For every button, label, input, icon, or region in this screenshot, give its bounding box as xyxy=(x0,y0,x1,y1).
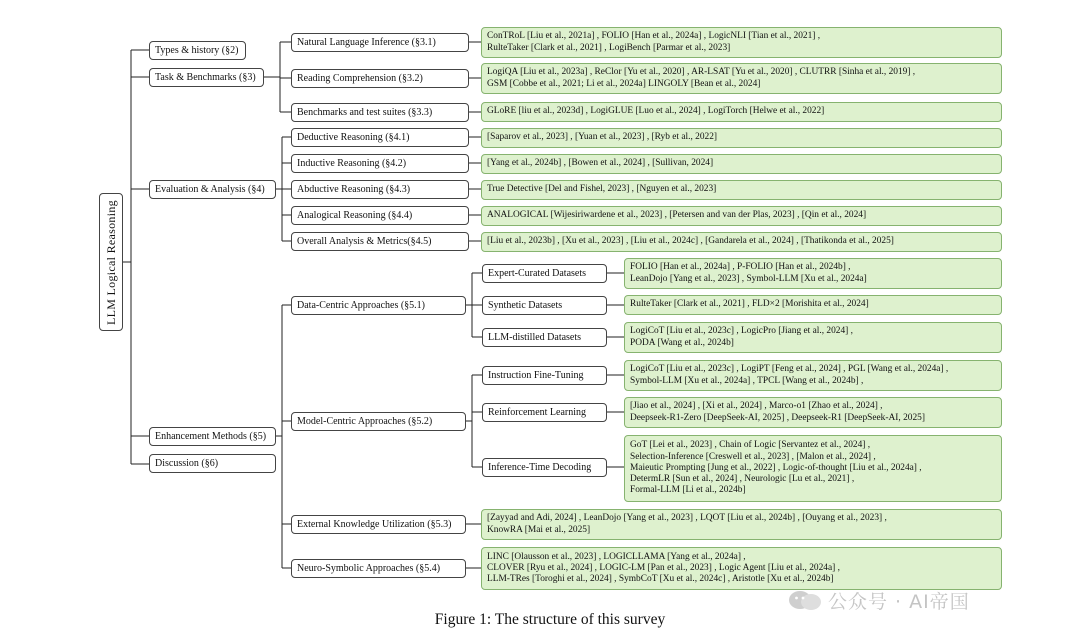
sub-rc xyxy=(291,69,469,88)
leaf-line: GSM [Cobbe et al., 2021; Li et al., 2024a] LINGOLY [Bean et al., 2024] xyxy=(487,78,761,89)
sub-ind-label: Inductive Reasoning (§4.2) xyxy=(297,157,407,169)
leaf-line: PODA [Wang et al., 2024b] xyxy=(630,337,734,348)
leaf-line: LeanDojo [Yang et al., 2023] , Symbol-LLM [Xu et al., 2024a] xyxy=(630,273,867,284)
sub-rc-label: Reading Comprehension (§3.2) xyxy=(297,72,423,84)
leaf-line: ConTRoL [Liu et al., 2021a] , FOLIO [Han et al., 2024a] , LogicNLI [Tian et al., 2021] , xyxy=(487,31,821,42)
leaf-line: Formal-LLM [Li et al., 2024b] xyxy=(630,485,746,496)
wechat-logo-icon xyxy=(787,589,823,611)
leaf-rc xyxy=(481,63,1002,94)
leaf-line: Symbol-LLM [Xu et al., 2024a] , TPCL [Wang et al., 2024b] , xyxy=(630,375,864,386)
leaf-line: ANALOGICAL [Wijesiriwardene et al., 2023] , [Petersen and van der Plas, 2023] , [Qin et al., 2024] xyxy=(487,210,867,221)
leaf-line: LogiQA [Liu et al., 2023a] , ReClor [Yu et al., 2020] , AR-LSAT [Yu et al., 2020] , CLUTRR [Sinha et al., 2019] , xyxy=(487,67,916,78)
sub-distill-label: LLM-distilled Datasets xyxy=(488,331,582,343)
leaf-neuro xyxy=(481,547,1002,590)
leaf-line: [Zayyad and Adi, 2024] , LeanDojo [Yang et al., 2023] , LQOT [Liu et al., 2024b] , [Ouyang et al., 2023] , xyxy=(487,513,887,524)
sub-distill xyxy=(482,328,607,347)
section-types-label: Types & history (§2) xyxy=(155,44,239,56)
leaf-line: GLoRE [liu et al., 2023d] , LogiGLUE [Luo et al., 2024] , LogiTorch [Helwe et al., 2022] xyxy=(487,106,825,117)
sub-neuro-label: Neuro-Symbolic Approaches (§5.4) xyxy=(297,562,441,574)
leaf-line: Deepseek-R1-Zero [DeepSeek-AI, 2025] , Deepseek-R1 [DeepSeek-AI, 2025] xyxy=(630,412,925,423)
leaf-ind xyxy=(481,154,1002,174)
sub-abd-label: Abductive Reasoning (§4.3) xyxy=(297,183,411,195)
sub-ift-label: Instruction Fine-Tuning xyxy=(488,369,584,381)
sub-ded xyxy=(291,128,469,147)
sub-nli xyxy=(291,33,469,52)
sub-model-label: Model-Centric Approaches (§5.2) xyxy=(297,415,433,427)
leaf-line: FOLIO [Han et al., 2024a] , P-FOLIO [Han et al., 2024b] , xyxy=(630,262,851,273)
sub-ana xyxy=(291,206,469,225)
section-task-label: Task & Benchmarks (§3) xyxy=(155,71,256,83)
leaf-bench xyxy=(481,102,1002,122)
leaf-line: Maieutic Prompting [Jung et al., 2022] , Logic-of-thought [Liu et al., 2024a] , xyxy=(630,462,922,473)
sub-synth xyxy=(482,296,607,315)
leaf-line: True Detective [Del and Fishel, 2023] , [Nguyen et al., 2023] xyxy=(487,184,717,195)
leaf-distill xyxy=(624,322,1002,353)
sub-abd xyxy=(291,180,469,199)
sub-itd xyxy=(482,458,607,477)
leaf-line: RulteTaker [Clark et al., 2021] , FLD×2 [Morishita et al., 2024] xyxy=(630,299,869,310)
leaf-itd xyxy=(624,435,1002,502)
section-eval-label: Evaluation & Analysis (§4) xyxy=(155,183,265,195)
sub-expert xyxy=(482,264,607,283)
sub-rl-label: Reinforcement Learning xyxy=(488,406,587,418)
leaf-line: Selection-Inference [Creswell et al., 2023] , [Malon et al., 2024] , xyxy=(630,451,876,462)
sub-synth-label: Synthetic Datasets xyxy=(488,299,563,311)
leaf-line: [Saparov et al., 2023] , [Yuan et al., 2023] , [Ryb et al., 2022] xyxy=(487,132,718,143)
watermark: 公众号 · AI帝国 xyxy=(828,591,970,613)
leaf-rl xyxy=(624,397,1002,428)
sub-ext-label: External Knowledge Utilization (§5.3) xyxy=(297,518,452,530)
leaf-synth xyxy=(624,295,1002,315)
sub-nli-label: Natural Language Inference (§3.1) xyxy=(297,36,436,48)
leaf-line: [Yang et al., 2024b] , [Bowen et al., 2024] , [Sullivan, 2024] xyxy=(487,158,714,169)
leaf-nli xyxy=(481,27,1002,58)
leaf-line: KnowRA [Mai et al., 2025] xyxy=(487,524,591,535)
leaf-expert xyxy=(624,258,1002,289)
leaf-line: [Liu et al., 2023b] , [Xu et al., 2023] , [Liu et al., 2024c] , [Gandarela et al., 2024] , [Thatikonda et al., 2025] xyxy=(487,236,894,247)
sub-ind xyxy=(291,154,469,173)
sub-overall-label: Overall Analysis & Metrics(§4.5) xyxy=(297,235,432,247)
leaf-line: GoT [Lei et al., 2023] , Chain of Logic [Servantez et al., 2024] , xyxy=(630,440,871,451)
section-task xyxy=(149,68,264,87)
sub-ana-label: Analogical Reasoning (§4.4) xyxy=(297,209,413,221)
sub-data xyxy=(291,296,466,315)
figure-caption: Figure 1: The structure of this survey xyxy=(434,611,666,628)
section-disc xyxy=(149,454,276,473)
sub-rl xyxy=(482,403,607,422)
sub-model xyxy=(291,412,466,431)
sub-bench-label: Benchmarks and test suites (§3.3) xyxy=(297,106,433,118)
leaf-line: [Jiao et al., 2024] , [Xi et al., 2024] , Marco-o1 [Zhao et al., 2024] , xyxy=(630,401,883,412)
leaf-line: LINC [Olausson et al., 2023] , LOGICLLAMA [Yang et al., 2024a] , xyxy=(487,551,746,562)
root-label: LLM Logical Reasoning xyxy=(103,199,118,325)
section-types xyxy=(149,41,246,60)
sub-data-label: Data-Centric Approaches (§5.1) xyxy=(297,299,426,311)
leaf-abd xyxy=(481,180,1002,200)
leaf-line: DetermLR [Sun et al., 2024] , Neurologic [Lu et al., 2021] , xyxy=(630,474,855,485)
leaf-line: LogiCoT [Liu et al., 2023c] , LogicPro [Jiang et al., 2024] , xyxy=(630,326,853,337)
leaf-ded xyxy=(481,128,1002,148)
section-disc-label: Discussion (§6) xyxy=(155,457,219,469)
leaf-line: CLOVER [Ryu et al., 2024] , LOGIC-LM [Pan et al., 2023] , Logic Agent [Liu et al., 2024a] , xyxy=(487,562,840,573)
leaf-line: LLM-TRes [Toroghi et al., 2024] , SymbCoT [Xu et al., 2024c] , Aristotle [Xu et al., 2024b] xyxy=(487,574,834,585)
sub-itd-label: Inference-Time Decoding xyxy=(488,461,592,473)
section-eval xyxy=(149,180,276,199)
sub-expert-label: Expert-Curated Datasets xyxy=(488,267,587,279)
leaf-ift xyxy=(624,360,1002,391)
leaf-ana xyxy=(481,206,1002,226)
root-node xyxy=(99,193,123,331)
leaf-line: LogiCoT [Liu et al., 2023c] , LogiPT [Feng et al., 2024] , PGL [Wang et al., 2024a] , xyxy=(630,364,949,375)
section-enh xyxy=(149,427,276,446)
sub-bench xyxy=(291,103,469,122)
sub-ift xyxy=(482,366,607,385)
leaf-ext xyxy=(481,509,1002,540)
sub-overall xyxy=(291,232,469,251)
sub-neuro xyxy=(291,559,466,578)
sub-ded-label: Deductive Reasoning (§4.1) xyxy=(297,131,410,143)
leaf-line: RulteTaker [Clark et al., 2021] , LogiBench [Parmar et al., 2023] xyxy=(487,42,731,53)
sub-ext xyxy=(291,515,466,534)
leaf-overall xyxy=(481,232,1002,252)
section-enh-label: Enhancement Methods (§5) xyxy=(155,430,267,442)
